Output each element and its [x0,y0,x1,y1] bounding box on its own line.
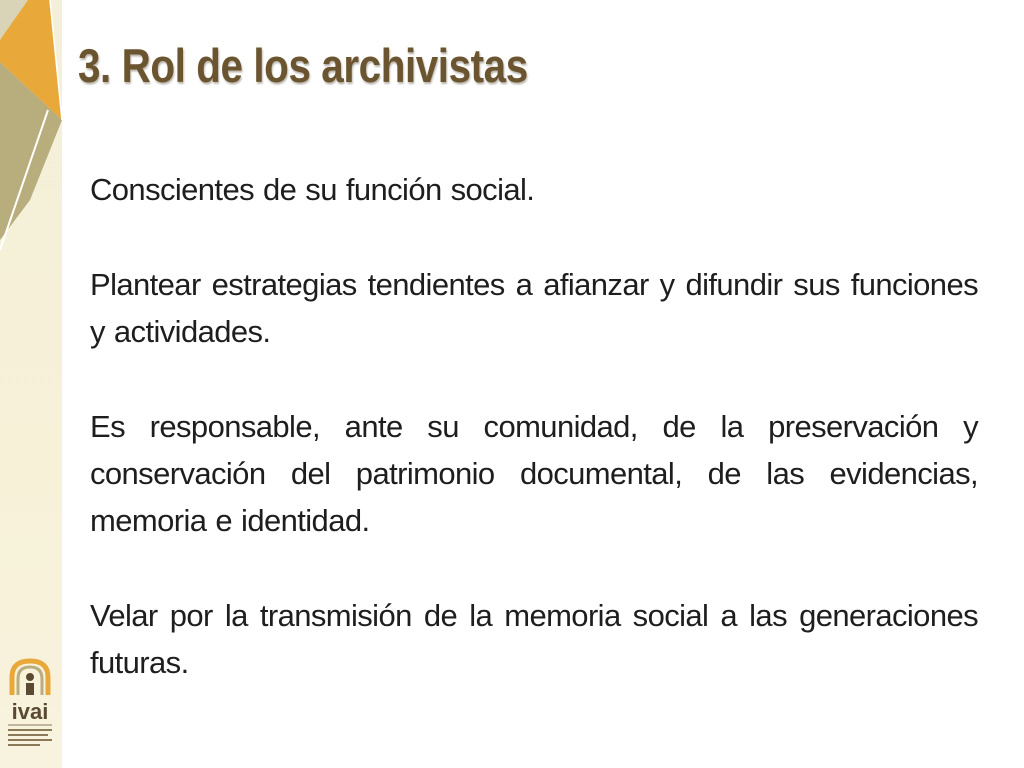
ivai-logo-icon [4,655,56,749]
slide-body [90,166,978,734]
paragraph-1: Conscientes de su función social. [90,172,535,207]
paragraph-3: Es responsable, ante su comunidad, de la preservación y conservación del patrimonio documental, de las evidencias, memoria e identidad. [90,409,978,538]
paragraph-4: Velar por la transmisión de la memoria social a las generaciones futuras. [90,598,978,680]
paragraph-2: Plantear estrategias tendientes a afianzar y difundir sus funciones y actividades. [90,267,978,349]
ivai-logo [4,655,56,749]
svg-text:ivai: ivai [11,699,49,724]
corner-decoration [0,0,80,260]
slide-title: 3. Rol de los archivistas [78,39,528,92]
